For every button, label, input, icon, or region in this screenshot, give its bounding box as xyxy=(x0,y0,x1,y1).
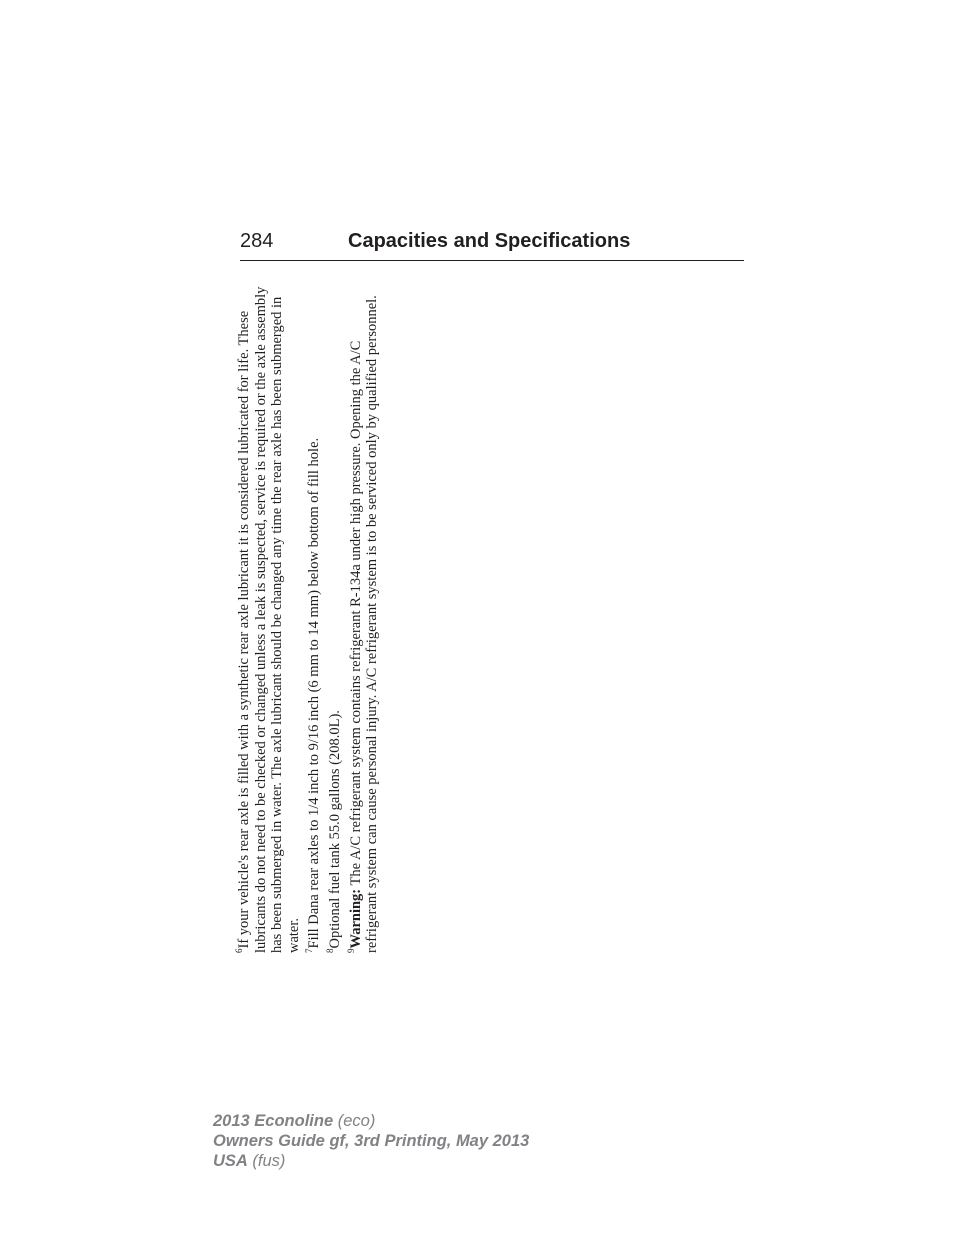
footnote-number: 7 xyxy=(304,948,315,953)
footnote-8 xyxy=(327,277,344,953)
document-footer xyxy=(213,1111,529,1171)
warning-label: Warning: xyxy=(347,888,364,949)
footnotes-block xyxy=(236,277,416,953)
footer-market-code: (fus) xyxy=(247,1152,286,1170)
footnote-number: 8 xyxy=(325,948,336,953)
footer-market: USA xyxy=(213,1152,248,1170)
footer-model-code: (eco) xyxy=(333,1112,376,1130)
footnote-text: Optional fuel tank 55.0 gallons (208.0L). xyxy=(326,710,343,949)
footnote-number: 9 xyxy=(345,948,356,953)
page-header xyxy=(240,228,744,261)
footnotes-rotated xyxy=(236,277,385,953)
footer-line-1 xyxy=(213,1111,529,1131)
footnote-7 xyxy=(306,277,323,953)
footer-printing: Owners Guide gf, 3rd Printing, May 2013 xyxy=(213,1132,530,1150)
footnote-text: The A/C refrigerant system contains refrigerant R-134a under high pressure. Opening the A/C refrigerant system can cause personal injury. A/C refrigerant system is to be serviced only by qualified personnel. xyxy=(347,295,381,953)
footnote-9 xyxy=(345,277,381,953)
footnote-6 xyxy=(236,277,302,953)
page-number: 284 xyxy=(240,230,274,252)
footnote-number: 6 xyxy=(234,948,245,953)
footer-line-3 xyxy=(213,1151,529,1171)
footnote-text: Fill Dana rear axles to 1/4 inch to 9/16 inch (6 mm to 14 mm) below bottom of fill hole. xyxy=(306,437,323,949)
section-title: Capacities and Specifications xyxy=(348,230,631,252)
footer-model: 2013 Econoline xyxy=(213,1112,334,1130)
footnote-text: If your vehicle's rear axle is filled with a synthetic rear axle lubricant it is considered lubricated for life. These lubricants do not need to be checked or changed unless a leak is suspected, service is required or the axle assembly has been submerged in water. The axle lubricant should be changed any time the rear axle has been submerged in water. xyxy=(236,286,302,953)
